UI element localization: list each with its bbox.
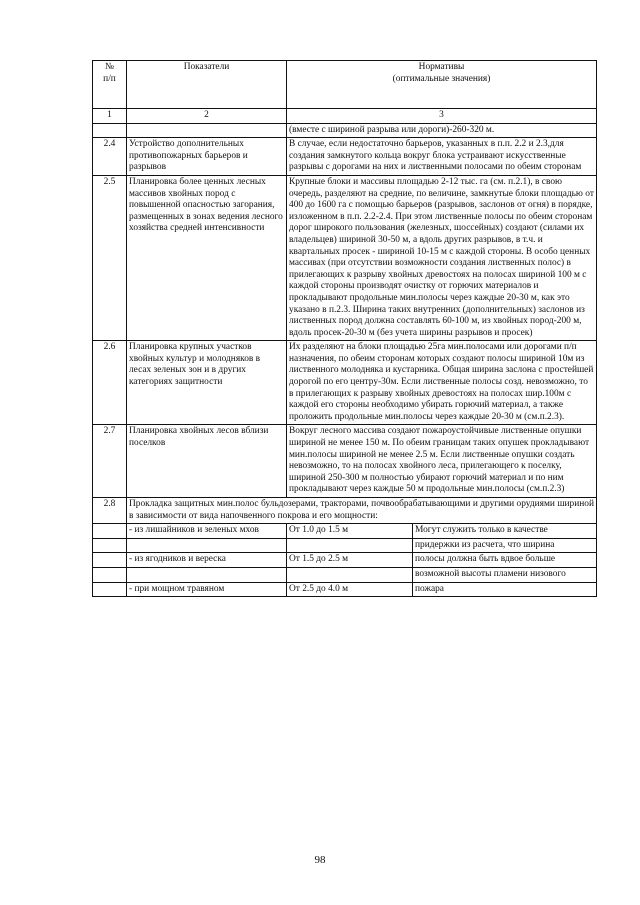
header-norms: [287, 61, 597, 109]
row-number: 2.6: [93, 341, 127, 425]
norms-table: [92, 60, 597, 597]
subrow-cover: - при мощном травяном: [127, 582, 287, 597]
continuation-num: [93, 123, 127, 138]
subrow-num: [93, 567, 127, 582]
table-row-2-4: [93, 138, 597, 176]
subrow-width: От 2.5 до 4.0 м: [287, 582, 413, 597]
subrow-cover: - из лишайников и зеленых мхов: [127, 524, 287, 539]
continuation-text: (вместе с шириной разрыва или дороги)-260-320 м.: [287, 123, 597, 138]
row-number: 2.8: [93, 498, 127, 524]
col-number-2: 2: [127, 109, 287, 124]
row-number: 2.7: [93, 425, 127, 498]
subrow: [93, 538, 597, 553]
table-row-2-8: [93, 498, 597, 524]
subrow-cover: [127, 538, 287, 553]
header-num: [93, 61, 127, 109]
subrow-width: От 1.5 до 2.5 м: [287, 553, 413, 568]
header-indicators: Показатели: [127, 61, 287, 109]
subrow: [93, 524, 597, 539]
subrow-note: придержки из расчета, что ширина: [413, 538, 597, 553]
column-number-row: [93, 109, 597, 124]
row-indicator: Планировка крупных участков хвойных культур и молодняков в лесах зеленых зон и в других категориях защитности: [127, 341, 287, 425]
row-norm: Их разделяют на блоки площадью 25га мин.полосами или дорогами п/п назначения, по обеим сторонам которых создают полосы шириной 10м из лиственного молодняка и кустарника. Общая ширина заслона с простейшей дорогой по его центру-30м. Если лиственные полосы созд. невозможно, то в прилегающих к разрыву хвойных древостоях на полосах шир.100м с каждой его стороны необходимо убирать горючий материал, а также проложить продольные мин.полосы через каждые 20-30 м (см.п.2.3).: [287, 341, 597, 425]
table-row-2-6: [93, 341, 597, 425]
table-header-row: [93, 61, 597, 109]
table-row-2-7: [93, 425, 597, 498]
row-norm: В случае, если недостаточно барьеров, указанных в п.п. 2.2 и 2.3,для создания замкнутого кольца вокруг блока устраивают искусственные разрывы с дорогами на них и лиственными полосами по обеим сторонам: [287, 138, 597, 176]
subrow-width: [287, 538, 413, 553]
subrow-note: полосы должна быть вдвое больше: [413, 553, 597, 568]
row-indicator: Планировка хвойных лесов вблизи поселков: [127, 425, 287, 498]
subrow: [93, 553, 597, 568]
col-number-3: 3: [287, 109, 597, 124]
row-norm: Вокруг лесного массива создают пожароустойчивые лиственные опушки шириной не менее 150 м. По обеим границам таких опушек прокладывают мин.полосы шириной не менее 2.5 м. Если лиственные опушки создать невозможно, то на полосах хвойного леса, прилегающего к поселку, шириной 250-300 м полностью убирают горючий материал и по ним прокладывают через каждые 50 м продольные мин.полосы (см.п.2.3): [287, 425, 597, 498]
row-indicator: Планировка более ценных лесных массивов хвойных пород с повышенной опасностью загорания, размещенных в зонах ведения лесного хозяйства средней интенсивности: [127, 175, 287, 340]
row-number: 2.4: [93, 138, 127, 176]
row-indicator: Устройство дополнительных противопожарных барьеров и разрывов: [127, 138, 287, 176]
subrow-num: [93, 538, 127, 553]
subrow-cover: [127, 567, 287, 582]
subrow-note: возможной высоты пламени низового: [413, 567, 597, 582]
subrow-cover: - из ягодников и вереска: [127, 553, 287, 568]
page-number: 98: [314, 854, 326, 866]
continuation-row: [93, 123, 597, 138]
subrow-num: [93, 582, 127, 597]
header-num-text: № п/п: [103, 62, 116, 84]
row-norm: Крупные блоки и массивы площадью 2-12 тыс. га (см. п.2.1), в свою очередь, разделяют на средние, по величине, замкнутые блоки площадью от 400 до 1600 га с помощью барьеров (разрывов, заслонов от огня) в порядке, изложенном в п.п. 2.2-2.4. При этом лиственные полосы по обеим сторонам дорог широкого пользования (железных, шоссейных) создают (силами их владельцев) шириной 30-50 м, а вдоль других разрывов, в т.ч. и квартальных просек - шириной 10-15 м с каждой стороны. В особо ценных массивах (при отсутствии возможности создания лиственных полос) в прилегающих к разрыву хвойных древостоях на полосах шириной 100 м с каждой стороны производят очистку от горючих материалов и прокладывают продольные мин.полосы через каждые 20-30 м, как это указано в п.2.3. Ширина таких внутренних (дополнительных) заслонов из лиственных пород должна составлять 60-100 м, из хвойных пород-200 м, вдоль просек-20-30 м (без учета ширины разрывов и просек): [287, 175, 597, 340]
subrow-note: пожара: [413, 582, 597, 597]
header-norms-text: Нормативы (оптимальные значения): [392, 62, 491, 84]
subrow-note: Могут служить только в качестве: [413, 524, 597, 539]
subrow-width: [287, 567, 413, 582]
subrow: [93, 567, 597, 582]
subrow-width: От 1.0 до 1.5 м: [287, 524, 413, 539]
subrow: [93, 582, 597, 597]
row-28-text: Прокладка защитных мин.полос бульдозерами, тракторами, почвообрабатывающими и другими орудиями шириной в зависимости от вида напочвенного покрова и его мощности:: [127, 498, 597, 524]
table-row-2-5: [93, 175, 597, 340]
subrow-num: [93, 553, 127, 568]
col-number-1: 1: [93, 109, 127, 124]
row-number: 2.5: [93, 175, 127, 340]
subrow-num: [93, 524, 127, 539]
continuation-indicator: [127, 123, 287, 138]
